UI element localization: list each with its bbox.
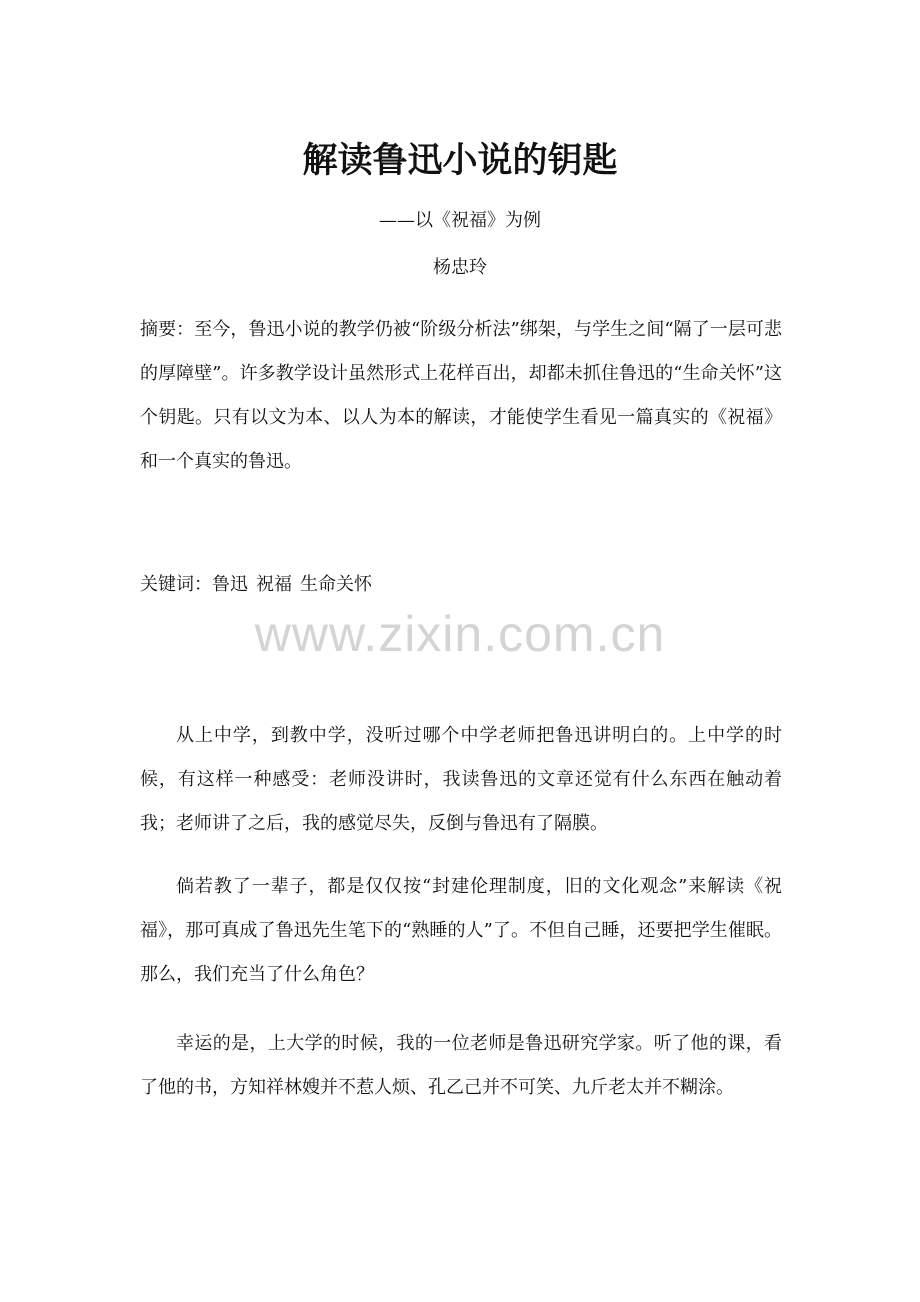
document-subtitle: ——以《祝福》为例 xyxy=(379,210,541,231)
body-paragraph: 幸运的是，上大学的时候，我的一位老师是鲁迅研究学家。听了他的课，看了他的书，方知祥林嫂并不惹人烦、孔乙己并不可笑、九斤老太并不糊涂。 xyxy=(140,1033,782,1098)
author-name: 杨忠玲 xyxy=(433,257,487,278)
body-paragraph: 倘若教了一辈子，都是仅仅按“封建伦理制度，旧的文化观念”来解读《祝福》，那可真成了鲁迅先生笔下的“熟睡的人”了。不但自己睡，还要把学生催眠。那么，我们充当了什么角色？ xyxy=(140,876,782,985)
body-paragraph: 从上中学，到教中学，没听过哪个中学老师把鲁迅讲明白的。上中学的时候，有这样一种感受：老师没讲时，我读鲁迅的文章还觉有什么东西在触动着我；老师讲了之后，我的感觉尽失，反倒与鲁迅有了隔膜。 xyxy=(140,725,782,834)
document-title: 解读鲁迅小说的钥匙 xyxy=(302,140,618,181)
watermark-text: www.zixin.com.cn xyxy=(254,606,666,662)
keyword: 鲁迅 xyxy=(212,574,248,595)
keywords-label: 关键词： xyxy=(140,574,212,595)
abstract-paragraph: 摘要：至今，鲁迅小说的教学仍被“阶级分析法”绑架，与学生之间“隔了一层可悲的厚障壁”。许多教学设计虽然形式上花样百出，却都未抓住鲁迅的“生命关怀”这个钥匙。只有以文为本、以人为本的解读，才能使学生看见一篇真实的《祝福》和一个真实的鲁迅。 xyxy=(140,319,782,472)
keyword: 祝福 xyxy=(256,574,292,595)
keyword: 生命关怀 xyxy=(300,574,372,595)
keywords-line xyxy=(140,563,782,607)
